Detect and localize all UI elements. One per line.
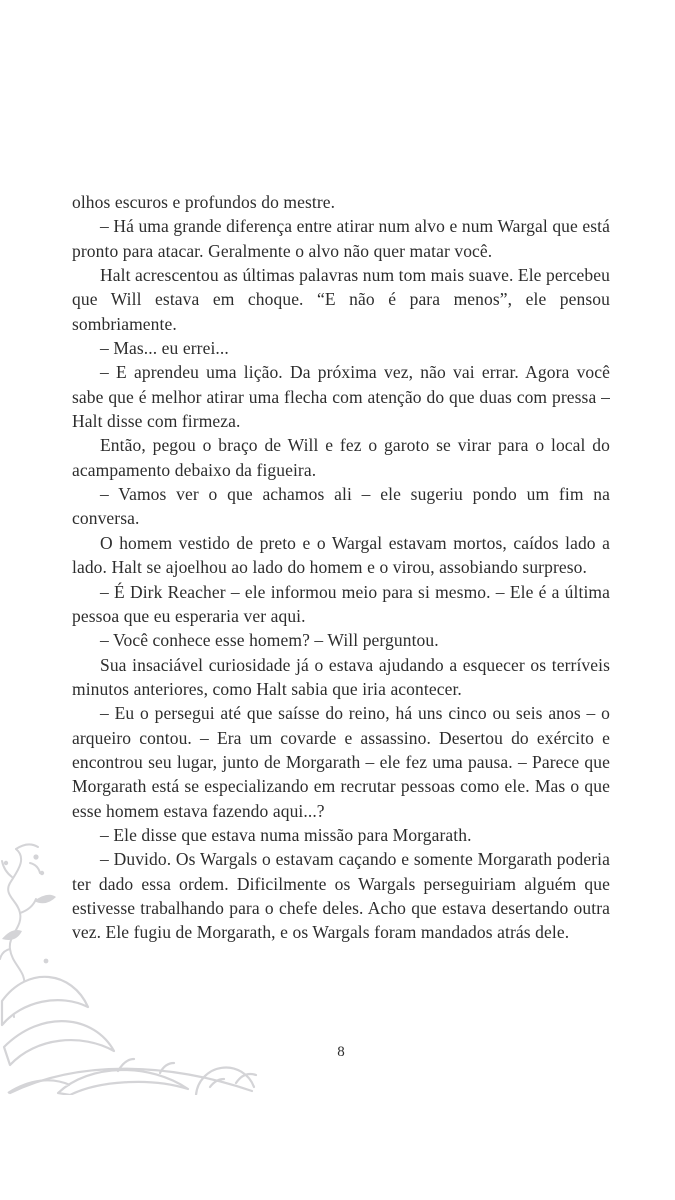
body-text bbox=[72, 190, 610, 945]
paragraph: O homem vestido de preto e o Wargal estavam mortos, caídos lado a lado. Halt se ajoelhou ao lado do homem e o virou, assobiando surpreso. bbox=[72, 532, 610, 578]
paragraph: – E aprendeu uma lição. Da próxima vez, não vai errar. Agora você sabe que é melhor atirar uma flecha com atenção do que duas com pressa – Halt disse com firmeza. bbox=[72, 362, 610, 432]
vine-leaves bbox=[2, 854, 60, 998]
paragraph: Sua insaciável curiosidade já o estava ajudando a esquecer os terríveis minutos anteriores, como Halt sabia que iria acontecer. bbox=[72, 654, 610, 699]
bottom-swirls bbox=[10, 1059, 256, 1095]
page-number: 8 bbox=[337, 1044, 345, 1060]
paragraph: Então, pegou o braço de Will e fez o garoto se virar para o local do acampamento debaixo da figueira. bbox=[72, 435, 610, 480]
paragraph: Halt acrescentou as últimas palavras num tom mais suave. Ele percebeu que Will estava em choque. “E não é para menos”, ele pensou sombriamente. bbox=[72, 265, 610, 334]
paragraph: olhos escuros e profundos do mestre. bbox=[72, 192, 336, 212]
bottom-leaf-cluster bbox=[2, 977, 188, 1095]
paragraph: – Mas... eu errei... bbox=[100, 338, 229, 359]
vine-stem bbox=[0, 844, 42, 1017]
paragraph: – Há uma grande diferença entre atirar num alvo e num Wargal que está pronto para atacar. Geralmente o alvo não quer matar você. bbox=[72, 216, 610, 261]
paragraph: – Ele disse que estava numa missão para Morgarath. bbox=[100, 824, 472, 845]
paragraph: – Você conhece esse homem? – Will perguntou. bbox=[100, 630, 439, 651]
paragraph: – Duvido. Os Wargals o estavam caçando e somente Morgarath poderia ter dado essa ordem. Dificilmente os Wargals perseguiriam alguém que estivesse trabalhando para o chefe deles. Acho que estava desertando outra vez. Ele fugiu de Morgarath, e os Wargals foram mandados atrás dele. bbox=[72, 849, 610, 943]
paragraph: – Eu o persegui até que saísse do reino, há uns cinco ou seis anos – o arqueiro contou. – Era um covarde e assassino. Desertou do exército e encontrou seu lugar, junto de Morgarath – ele fez uma pausa. – Parece que Morgarath está se especializando em recrutar pessoas como ele. Mas o que esse homem estava fazendo aqui...? bbox=[72, 703, 610, 821]
paragraph: – Vamos ver o que achamos ali – ele sugeriu pondo um fim na conversa. bbox=[72, 484, 610, 529]
paragraph: – É Dirk Reacher – ele informou meio para si mesmo. – Ele é a última pessoa que eu esperaria ver aqui. bbox=[72, 581, 610, 626]
